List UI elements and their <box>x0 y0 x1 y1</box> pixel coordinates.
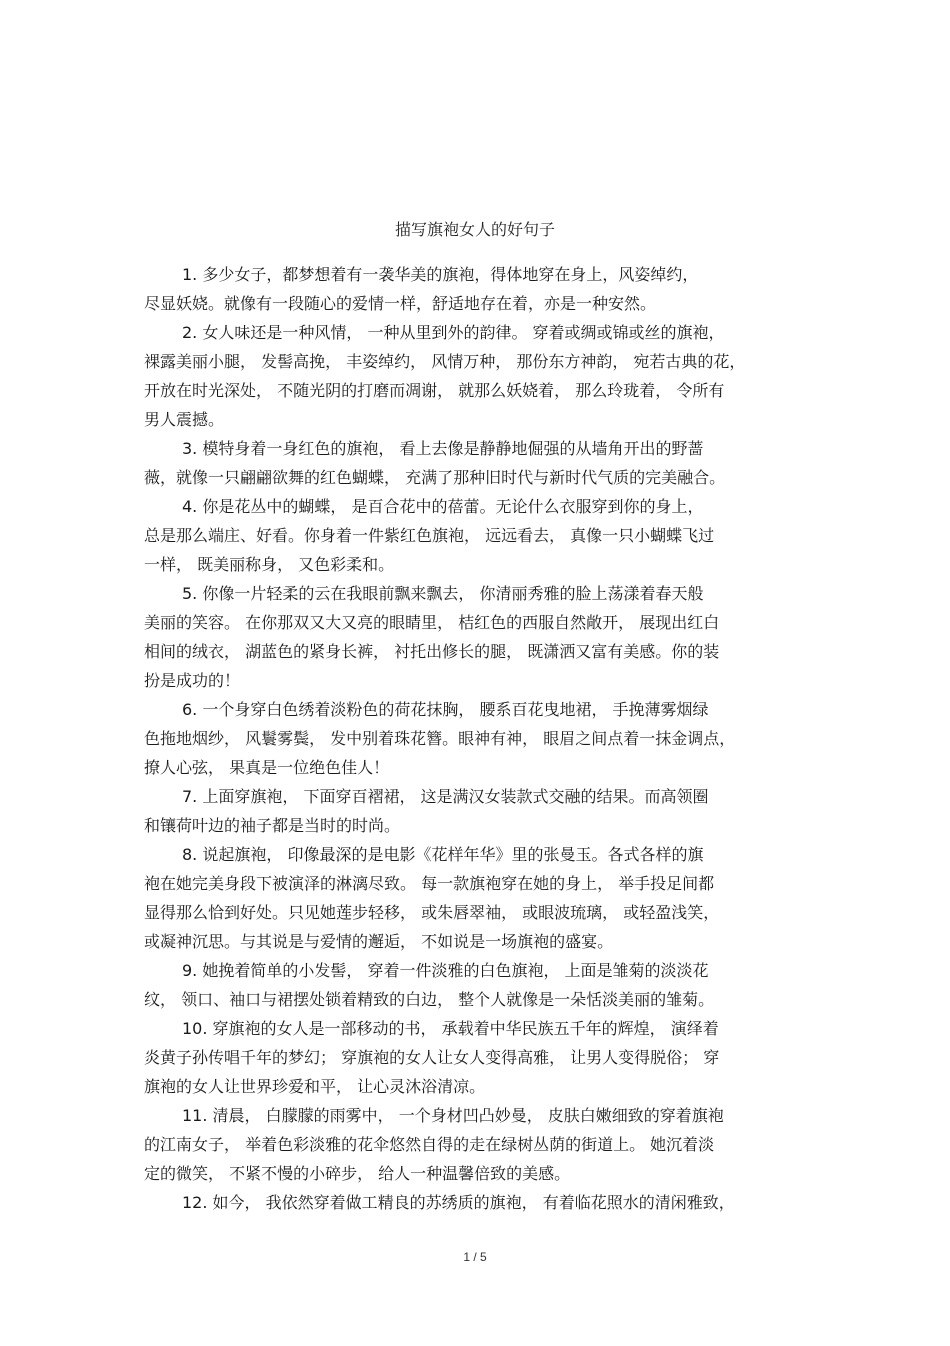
paragraph-line: 撩人心弦， 果真是一位绝色佳人！ <box>144 758 390 777</box>
paragraph-first-line: 12. 如今， 我依然穿着做工精良的苏绣质的旗袍， 有着临花照水的清闲雅致， <box>182 1193 735 1212</box>
paragraph-line: 扮是成功的！ <box>144 671 241 690</box>
paragraph-first-line: 2. 女人味还是一种风情， 一种从里到外的韵律。 穿着或绸或锦或丝的旗袍， <box>182 323 725 342</box>
document-body <box>144 260 812 1217</box>
paragraph-line: 显得那么恰到好处。只见她莲步轻移， 或朱唇翠袖， 或眼波琉璃， 或轻盈浅笑， <box>144 903 720 922</box>
paragraph-first-line: 10. 穿旗袍的女人是一部移动的书， 承载着中华民族五千年的辉煌， 演绎着 <box>182 1019 719 1038</box>
page-number: 1 / 5 <box>463 1250 487 1264</box>
paragraph-line: 旗袍的女人让世界珍爱和平， 让心灵沐浴清凉。 <box>144 1077 486 1096</box>
page-title: 描写旗袍女人的好句子 <box>394 220 555 239</box>
paragraph-line: 炎黄子孙传唱千年的梦幻； 穿旗袍的女人让女人变得高雅， 让男人变得脱俗； 穿 <box>144 1048 720 1067</box>
paragraph-first-line: 9. 她挽着简单的小发髻， 穿着一件淡雅的白色旗袍， 上面是雏菊的淡淡花 <box>182 961 709 980</box>
paragraph-line: 的江南女子， 举着色彩淡雅的花伞悠然自得的走在绿树丛荫的街道上。 她沉着淡 <box>144 1135 715 1154</box>
paragraph-first-line: 6. 一个身穿白色绣着淡粉色的荷花抹胸， 腰系百花曳地裙， 手挽薄雾烟绿 <box>182 700 709 719</box>
paragraph-line: 色拖地烟纱， 风鬟雾鬓， 发中别着珠花簪。眼神有神， 眼眉之间点着一抹金调点， <box>144 729 736 748</box>
paragraph-first-line: 7. 上面穿旗袍， 下面穿百褶裙， 这是满汉女装款式交融的结果。而高领圈 <box>182 787 709 806</box>
paragraph-line: 或凝神沉思。与其说是与爱情的邂逅， 不如说是一场旗袍的盛宴。 <box>144 932 614 951</box>
paragraph-line: 和镶荷叶边的袖子都是当时的时尚。 <box>144 816 401 835</box>
paragraph-line: 定的微笑， 不紧不慢的小碎步， 给人一种温馨倍致的美感。 <box>144 1164 571 1183</box>
paragraph-line: 一样， 既美丽称身， 又色彩柔和。 <box>144 555 395 574</box>
paragraph-first-line: 11. 清晨， 白朦朦的雨雾中， 一个身材凹凸妙曼， 皮肤白嫩细致的穿着旗袍 <box>182 1106 724 1125</box>
paragraph-line: 尽显妖娆。就像有一段随心的爱情一样，舒适地存在着，亦是一种安然。 <box>144 294 657 313</box>
paragraph-line: 裸露美丽小腿， 发髻高挽， 丰姿绰约， 风情万种， 那份东方神韵， 宛若古典的花， <box>144 352 746 371</box>
paragraph-line: 相间的绒衣， 湖蓝色的紧身长裤， 衬托出修长的腿， 既潇洒又富有美感。你的装 <box>144 642 720 661</box>
paragraph-first-line: 3. 模特身着一身红色的旗袍， 看上去像是静静地倔强的从墙角开出的野蔷 <box>182 439 704 458</box>
paragraph-line: 纹， 领口、袖口与裙摆处锁着精致的白边， 整个人就像是一朵恬淡美丽的雏菊。 <box>144 990 715 1009</box>
paragraph-first-line: 1. 多少女子，都梦想着有一袭华美的旗袍，得体地穿在身上，风姿绰约， <box>182 265 699 284</box>
paragraph-first-line: 5. 你像一片轻柔的云在我眼前飘来飘去， 你清丽秀雅的脸上荡漾着春天般 <box>182 584 704 603</box>
paragraph-line: 袍在她完美身段下被演泽的淋漓尽致。 每一款旗袍穿在她的身上， 举手投足间都 <box>144 874 715 893</box>
paragraph-line: 男人震撼。 <box>144 410 225 429</box>
paragraph-first-line: 8. 说起旗袍， 印像最深的是电影《花样年华》里的张曼玉。各式各样的旗 <box>182 845 704 864</box>
paragraph-line: 开放在时光深处， 不随光阴的打磨而凋谢， 就那么妖娆着， 那么玲珑着， 令所有 <box>144 381 725 400</box>
paragraph-first-line: 4. 你是花丛中的蝴蝶， 是百合花中的蓓蕾。无论什么衣服穿到你的身上， <box>182 497 704 516</box>
paragraph-line: 总是那么端庄、好看。你身着一件紫红色旗袍， 远远看去， 真像一只小蝴蝶飞过 <box>144 526 715 545</box>
paragraph-line: 美丽的笑容。 在你那双又大又亮的眼睛里， 桔红色的西服自然敞开， 展现出红白 <box>144 613 720 632</box>
paragraph-line: 薇，就像一只翩翩欲舞的红色蝴蝶， 充满了那种旧时代与新时代气质的完美融合。 <box>144 468 726 487</box>
